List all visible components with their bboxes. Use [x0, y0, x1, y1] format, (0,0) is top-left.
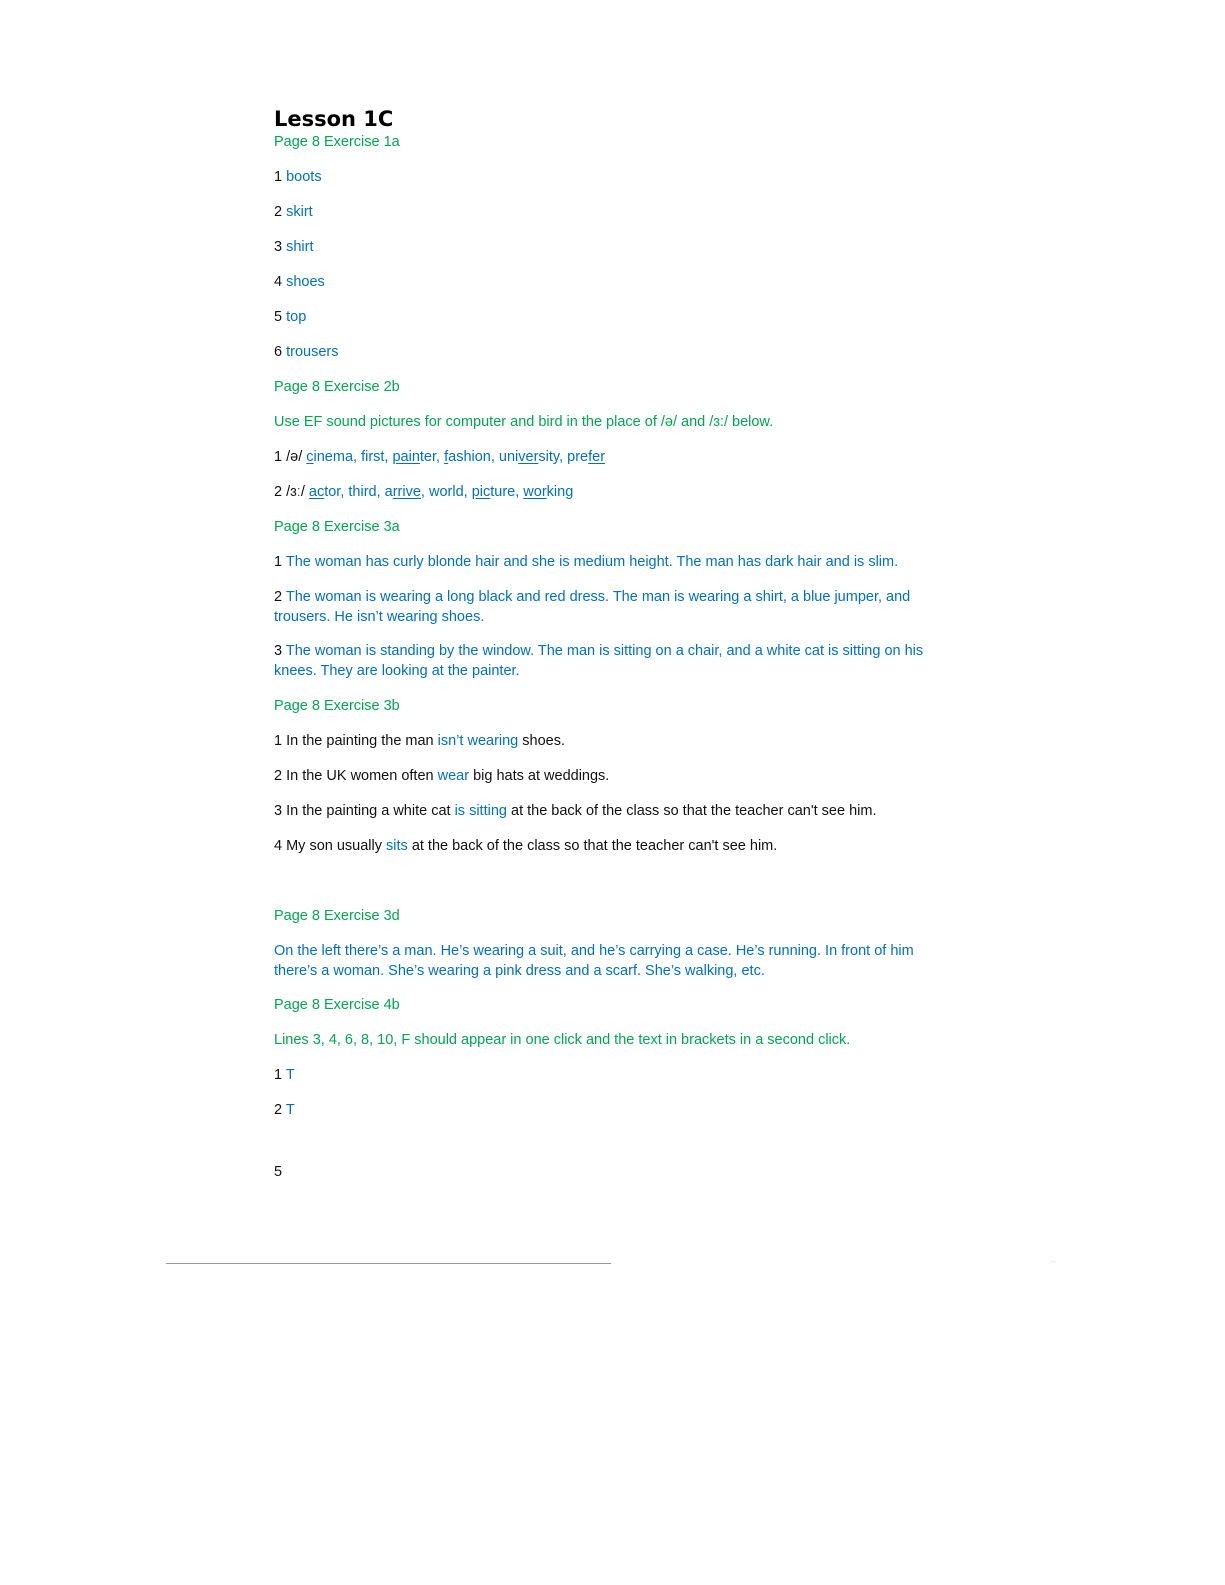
ex1a-item: 3 shirt — [274, 239, 314, 255]
ex3a-item: 1 The woman has curly blonde hair and she is medium height. The man has dark hair and is slim. — [274, 554, 899, 570]
ex3d-heading: Page 8 Exercise 3d — [274, 908, 400, 924]
ex3b-item: 2 In the UK women often wear big hats at weddings. — [274, 768, 610, 784]
ex4b-instruction: Lines 3, 4, 6, 8, 10, F should appear in one click and the text in brackets in a second click. — [274, 1032, 851, 1048]
ex3b-item: 3 In the painting a white cat is sitting at the back of the class so that the teacher can't see him. — [274, 803, 877, 819]
ex3a-item: 2 The woman is wearing a long black and red dress. The man is wearing a shirt, a blue jumper, and trousers. He isn’t wearing shoes. — [274, 589, 911, 625]
ex2b-instruction: Use EF sound pictures for computer and bird in the place of /ə/ and /ɜ:/ below. — [274, 414, 774, 430]
ex1a-item: 1 boots — [274, 169, 322, 185]
page-number: 5 — [274, 1164, 283, 1180]
ex1a-heading: Page 8 Exercise 1a — [274, 134, 400, 150]
footer-mark: .. — [1051, 1255, 1056, 1264]
ex1a-item: 2 skirt — [274, 204, 313, 220]
ex3b-item: 1 In the painting the man isn’t wearing shoes. — [274, 733, 566, 749]
ex3d-text: On the left there’s a man. He’s wearing a suit, and he’s carrying a case. He’s running. In front of him there’s a woman. She’s wearing a pink dress and a scarf. She’s walking, etc. — [274, 943, 914, 979]
ex4b-heading: Page 8 Exercise 4b — [274, 997, 400, 1013]
ex2b-heading: Page 8 Exercise 2b — [274, 379, 400, 395]
ex2b-line-1: 1 /ə/ cinema, first, painter, fashion, university, prefer — [274, 449, 606, 465]
ex3b-item: 4 My son usually sits at the back of the class so that the teacher can't see him. — [274, 838, 778, 854]
ex2b-line-2: 2 /ɜː/ actor, third, arrive, world, picture, working — [274, 484, 574, 500]
footer-divider — [166, 1263, 611, 1264]
ex1a-item: 6 trousers — [274, 344, 339, 360]
ex3b-heading: Page 8 Exercise 3b — [274, 698, 400, 714]
ex4b-item: 2 T — [274, 1102, 295, 1118]
ex1a-item: 5 top — [274, 309, 307, 325]
ex4b-item: 1 T — [274, 1067, 295, 1083]
ex3a-item: 3 The woman is standing by the window. The man is sitting on a chair, and a white cat is sitting on his knees. They are looking at the painter. — [274, 643, 924, 679]
page-title: Lesson 1C — [274, 107, 394, 131]
ex3a-heading: Page 8 Exercise 3a — [274, 519, 400, 535]
ex1a-item: 4 shoes — [274, 274, 325, 290]
